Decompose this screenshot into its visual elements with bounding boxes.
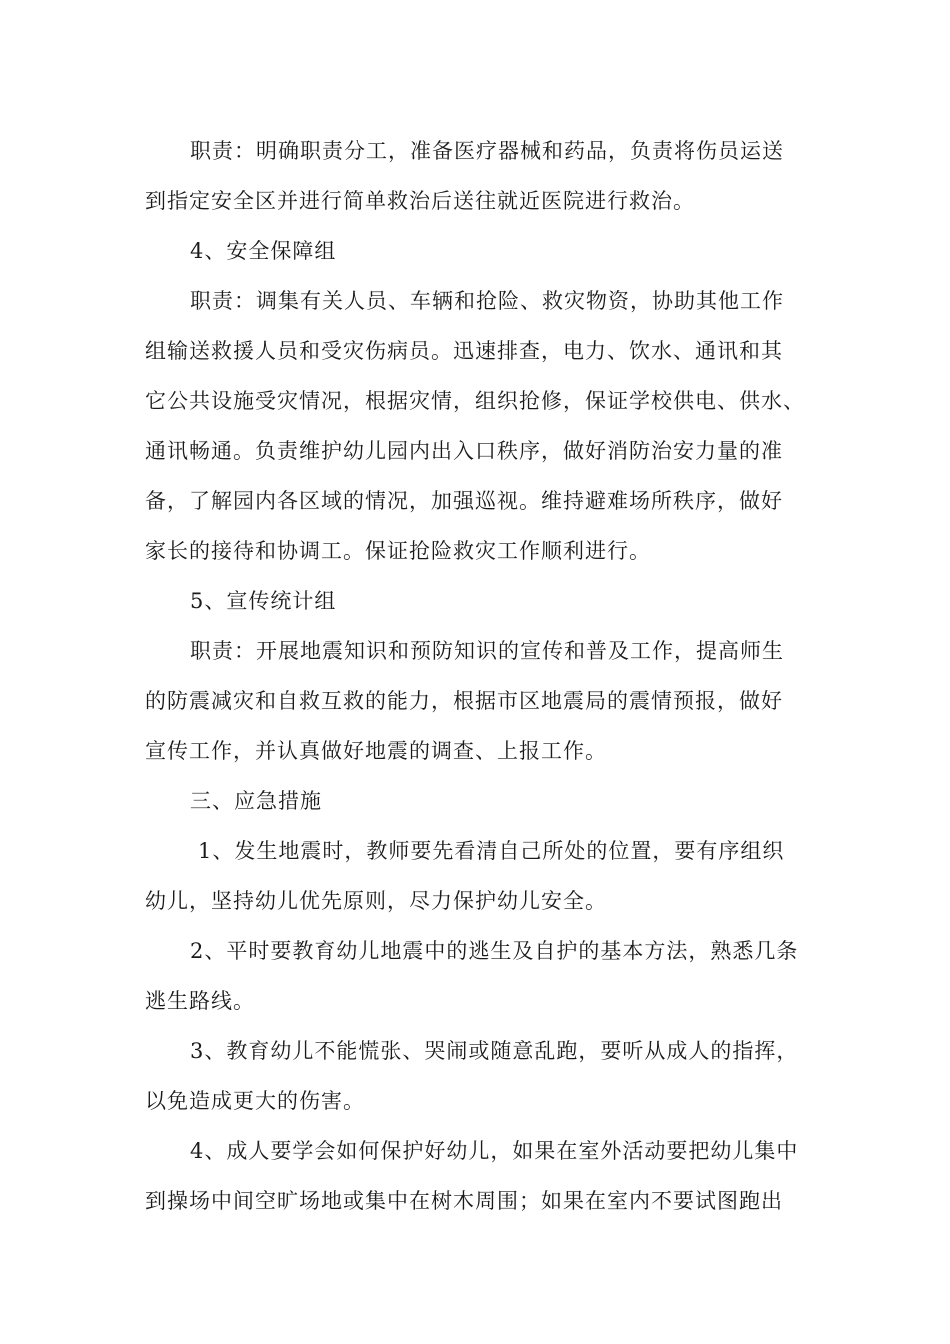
paragraph-line: 到指定安全区并进行简单救治后送往就近医院进行救治。 <box>145 189 695 213</box>
paragraph-line: 逃生路线。 <box>145 989 255 1013</box>
paragraph-line: 通讯畅通。负责维护幼儿园内出入口秩序，做好消防治安力量的准 <box>145 439 783 463</box>
paragraph-line: 的防震减灾和自救互救的能力，根据市区地震局的震情预报，做好 <box>145 689 783 713</box>
paragraph-line: 职责：开展地震知识和预防知识的宣传和普及工作，提高师生 <box>190 639 784 663</box>
paragraph-line: 2、平时要教育幼儿地震中的逃生及自护的基本方法，熟悉几条 <box>190 939 799 963</box>
paragraph-line: 备，了解园内各区域的情况，加强巡视。维持避难场所秩序，做好 <box>145 489 783 513</box>
paragraph-line: 职责：调集有关人员、车辆和抢险、救灾物资，协助其他工作 <box>190 289 784 313</box>
section-heading: 4、安全保障组 <box>190 239 337 263</box>
paragraph-line: 职责：明确职责分工，准备医疗器械和药品，负责将伤员运送 <box>190 139 784 163</box>
paragraph-line: 3、教育幼儿不能慌张、哭闹或随意乱跑，要听从成人的指挥， <box>190 1039 799 1063</box>
paragraph-line: 4、成人要学会如何保护好幼儿，如果在室外活动要把幼儿集中 <box>190 1139 799 1163</box>
paragraph-line: 家长的接待和协调工。保证抢险救灾工作顺利进行。 <box>145 539 651 563</box>
paragraph-line: 组输送救援人员和受灾伤病员。迅速排查，电力、饮水、通讯和其 <box>145 339 783 363</box>
paragraph-line: 宣传工作，并认真做好地震的调查、上报工作。 <box>145 739 607 763</box>
paragraph-line: 1、发生地震时，教师要先看清自己所处的位置，要有序组织 <box>198 839 785 863</box>
section-heading: 三、应急措施 <box>190 789 322 813</box>
paragraph-line: 到操场中间空旷场地或集中在树木周围；如果在室内不要试图跑出 <box>145 1189 783 1213</box>
section-heading: 5、宣传统计组 <box>190 589 337 613</box>
paragraph-line: 幼儿，坚持幼儿优先原则，尽力保护幼儿安全。 <box>145 889 607 913</box>
paragraph-line: 它公共设施受灾情况，根据灾情，组织抢修，保证学校供电、供水、 <box>145 389 805 413</box>
paragraph-line: 以免造成更大的伤害。 <box>145 1089 365 1113</box>
